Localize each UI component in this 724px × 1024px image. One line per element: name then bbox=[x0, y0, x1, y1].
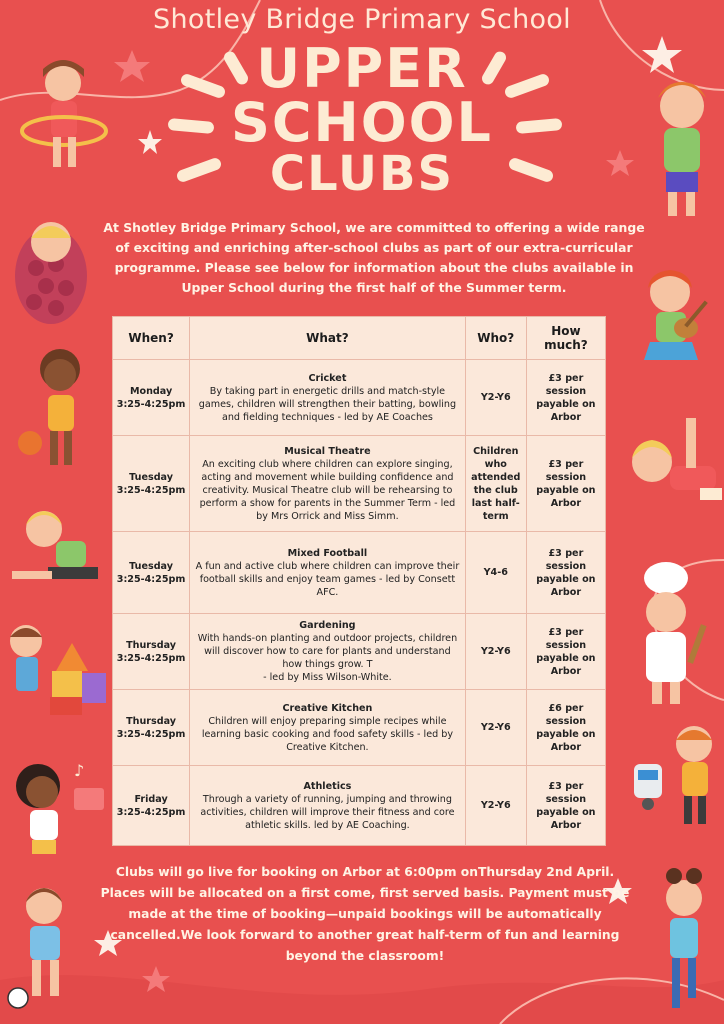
who-cell: Y2-Y6 bbox=[465, 766, 526, 846]
cost-cell: £3 per session payable on Arbor bbox=[526, 766, 605, 846]
who-cell: Y4-6 bbox=[465, 532, 526, 614]
table-row bbox=[113, 436, 606, 532]
title-school: SCHOOL bbox=[231, 91, 493, 154]
club-name: Cricket bbox=[308, 372, 347, 384]
stretching-child-illustration bbox=[628, 418, 724, 528]
who-cell: Y2-Y6 bbox=[465, 614, 526, 690]
table-row bbox=[113, 532, 606, 614]
table-row bbox=[113, 690, 606, 766]
table-row bbox=[113, 360, 606, 436]
booking-info-paragraph: Clubs will go live for booking on Arbor at 6:00pm onThursday 2nd April. Places will be allocated on a first come, first served basis. Payment must be made at the time of booking—unpaid bookings will be automatically cancelled.We look forward to another great half-term of fun and learning beyond the classroom! bbox=[100, 865, 630, 963]
raspberry-costume-child-illustration bbox=[6, 198, 96, 328]
club-time: 3:25-4:25pm bbox=[116, 652, 186, 664]
what-cell bbox=[190, 360, 466, 436]
football-child-illustration bbox=[6, 882, 92, 1012]
header-when: When? bbox=[113, 317, 190, 360]
club-description: By taking part in energetic drills and match-style games, children will strengthen their batting, bowling and fielding techniques - led by AE Coaches bbox=[198, 385, 457, 423]
club-day: Monday bbox=[129, 385, 173, 397]
club-time: 3:25-4:25pm bbox=[116, 573, 186, 585]
title-upper: UPPER bbox=[256, 37, 468, 100]
cost-cell: £3 per session payable on Arbor bbox=[526, 614, 605, 690]
club-name: Creative Kitchen bbox=[282, 702, 373, 714]
cost-cell: £6 per session payable on Arbor bbox=[526, 690, 605, 766]
cost-cell: £3 per session payable on Arbor bbox=[526, 360, 605, 436]
club-time: 3:25-4:25pm bbox=[116, 806, 186, 818]
who-cell: Y2-Y6 bbox=[465, 360, 526, 436]
who-cell: Children who attended the club last half-term bbox=[465, 436, 526, 532]
what-cell bbox=[190, 766, 466, 846]
title-clubs: CLUBS bbox=[269, 146, 455, 202]
chef-child-illustration bbox=[632, 560, 724, 710]
club-day: Tuesday bbox=[129, 560, 173, 572]
club-name: Musical Theatre bbox=[284, 445, 371, 457]
header-who: Who? bbox=[465, 317, 526, 360]
intro-paragraph: At Shotley Bridge Primary School, we are committed to offering a wide range of exciting and enriching after-school clubs as part of our extra-curricular programme. Please see below for information about the clubs available in Upper School during the first half of the Summer term. bbox=[103, 220, 645, 295]
header-what: What? bbox=[190, 317, 466, 360]
club-day: Tuesday bbox=[129, 471, 173, 483]
what-cell bbox=[190, 614, 466, 690]
when-cell bbox=[113, 614, 190, 690]
school-name: Shotley Bridge Primary School bbox=[153, 4, 571, 35]
club-description: An exciting club where children can explore singing, acting and movement while building confidence and creativity. Musical Theatre club will be rehearsing to perform a show for parents in the Summer Term - led by Mrs Orrick and Miss Simm. bbox=[199, 458, 456, 522]
when-cell bbox=[113, 766, 190, 846]
club-description: A fun and active club where children can improve their football skills and enjoy team games - led by Consett AFC. bbox=[195, 560, 460, 598]
yoga-child-illustration bbox=[8, 505, 104, 587]
cost-cell: £3 per session payable on Arbor bbox=[526, 532, 605, 614]
header-how-much: How much? bbox=[526, 317, 605, 360]
what-cell bbox=[190, 690, 466, 766]
clubs-table bbox=[112, 316, 606, 846]
when-cell bbox=[113, 690, 190, 766]
club-description: Through a variety of running, jumping and throwing activities, children will improve their fitness and core athletic skills. led by AE Coaching. bbox=[200, 793, 455, 831]
basketball-child-illustration bbox=[18, 345, 102, 475]
club-description: With hands-on planting and outdoor projects, children will discover how to care for plants and understand how things grow. T - led by Miss Wilson-White. bbox=[197, 633, 458, 683]
svg-text:♪: ♪ bbox=[74, 761, 85, 780]
club-day: Thursday bbox=[126, 639, 177, 651]
table-header-row bbox=[113, 317, 606, 360]
club-description: Children will enjoy preparing simple recipes while learning basic cooking and food safety skills - led by Creative Kitchen. bbox=[201, 715, 454, 753]
robot-child-illustration bbox=[628, 720, 724, 830]
table-row bbox=[113, 766, 606, 846]
who-cell: Y2-Y6 bbox=[465, 690, 526, 766]
dancing-child-illustration bbox=[644, 864, 724, 1014]
table-body bbox=[113, 360, 606, 846]
club-name: Athletics bbox=[303, 780, 352, 792]
cost-cell: £3 per session payable on Arbor bbox=[526, 436, 605, 532]
club-day: Thursday bbox=[126, 715, 177, 727]
when-cell bbox=[113, 360, 190, 436]
when-cell bbox=[113, 436, 190, 532]
club-name: Mixed Football bbox=[287, 547, 368, 559]
table-row bbox=[113, 614, 606, 690]
music-child-illustration bbox=[4, 752, 108, 857]
what-cell bbox=[190, 436, 466, 532]
club-time: 3:25-4:25pm bbox=[116, 398, 186, 410]
club-time: 3:25-4:25pm bbox=[116, 728, 186, 740]
club-day: Friday bbox=[134, 793, 168, 805]
building-blocks-child-illustration bbox=[4, 615, 108, 720]
club-time: 3:25-4:25pm bbox=[116, 484, 186, 496]
club-name: Gardening bbox=[299, 620, 356, 631]
when-cell bbox=[113, 532, 190, 614]
what-cell bbox=[190, 532, 466, 614]
